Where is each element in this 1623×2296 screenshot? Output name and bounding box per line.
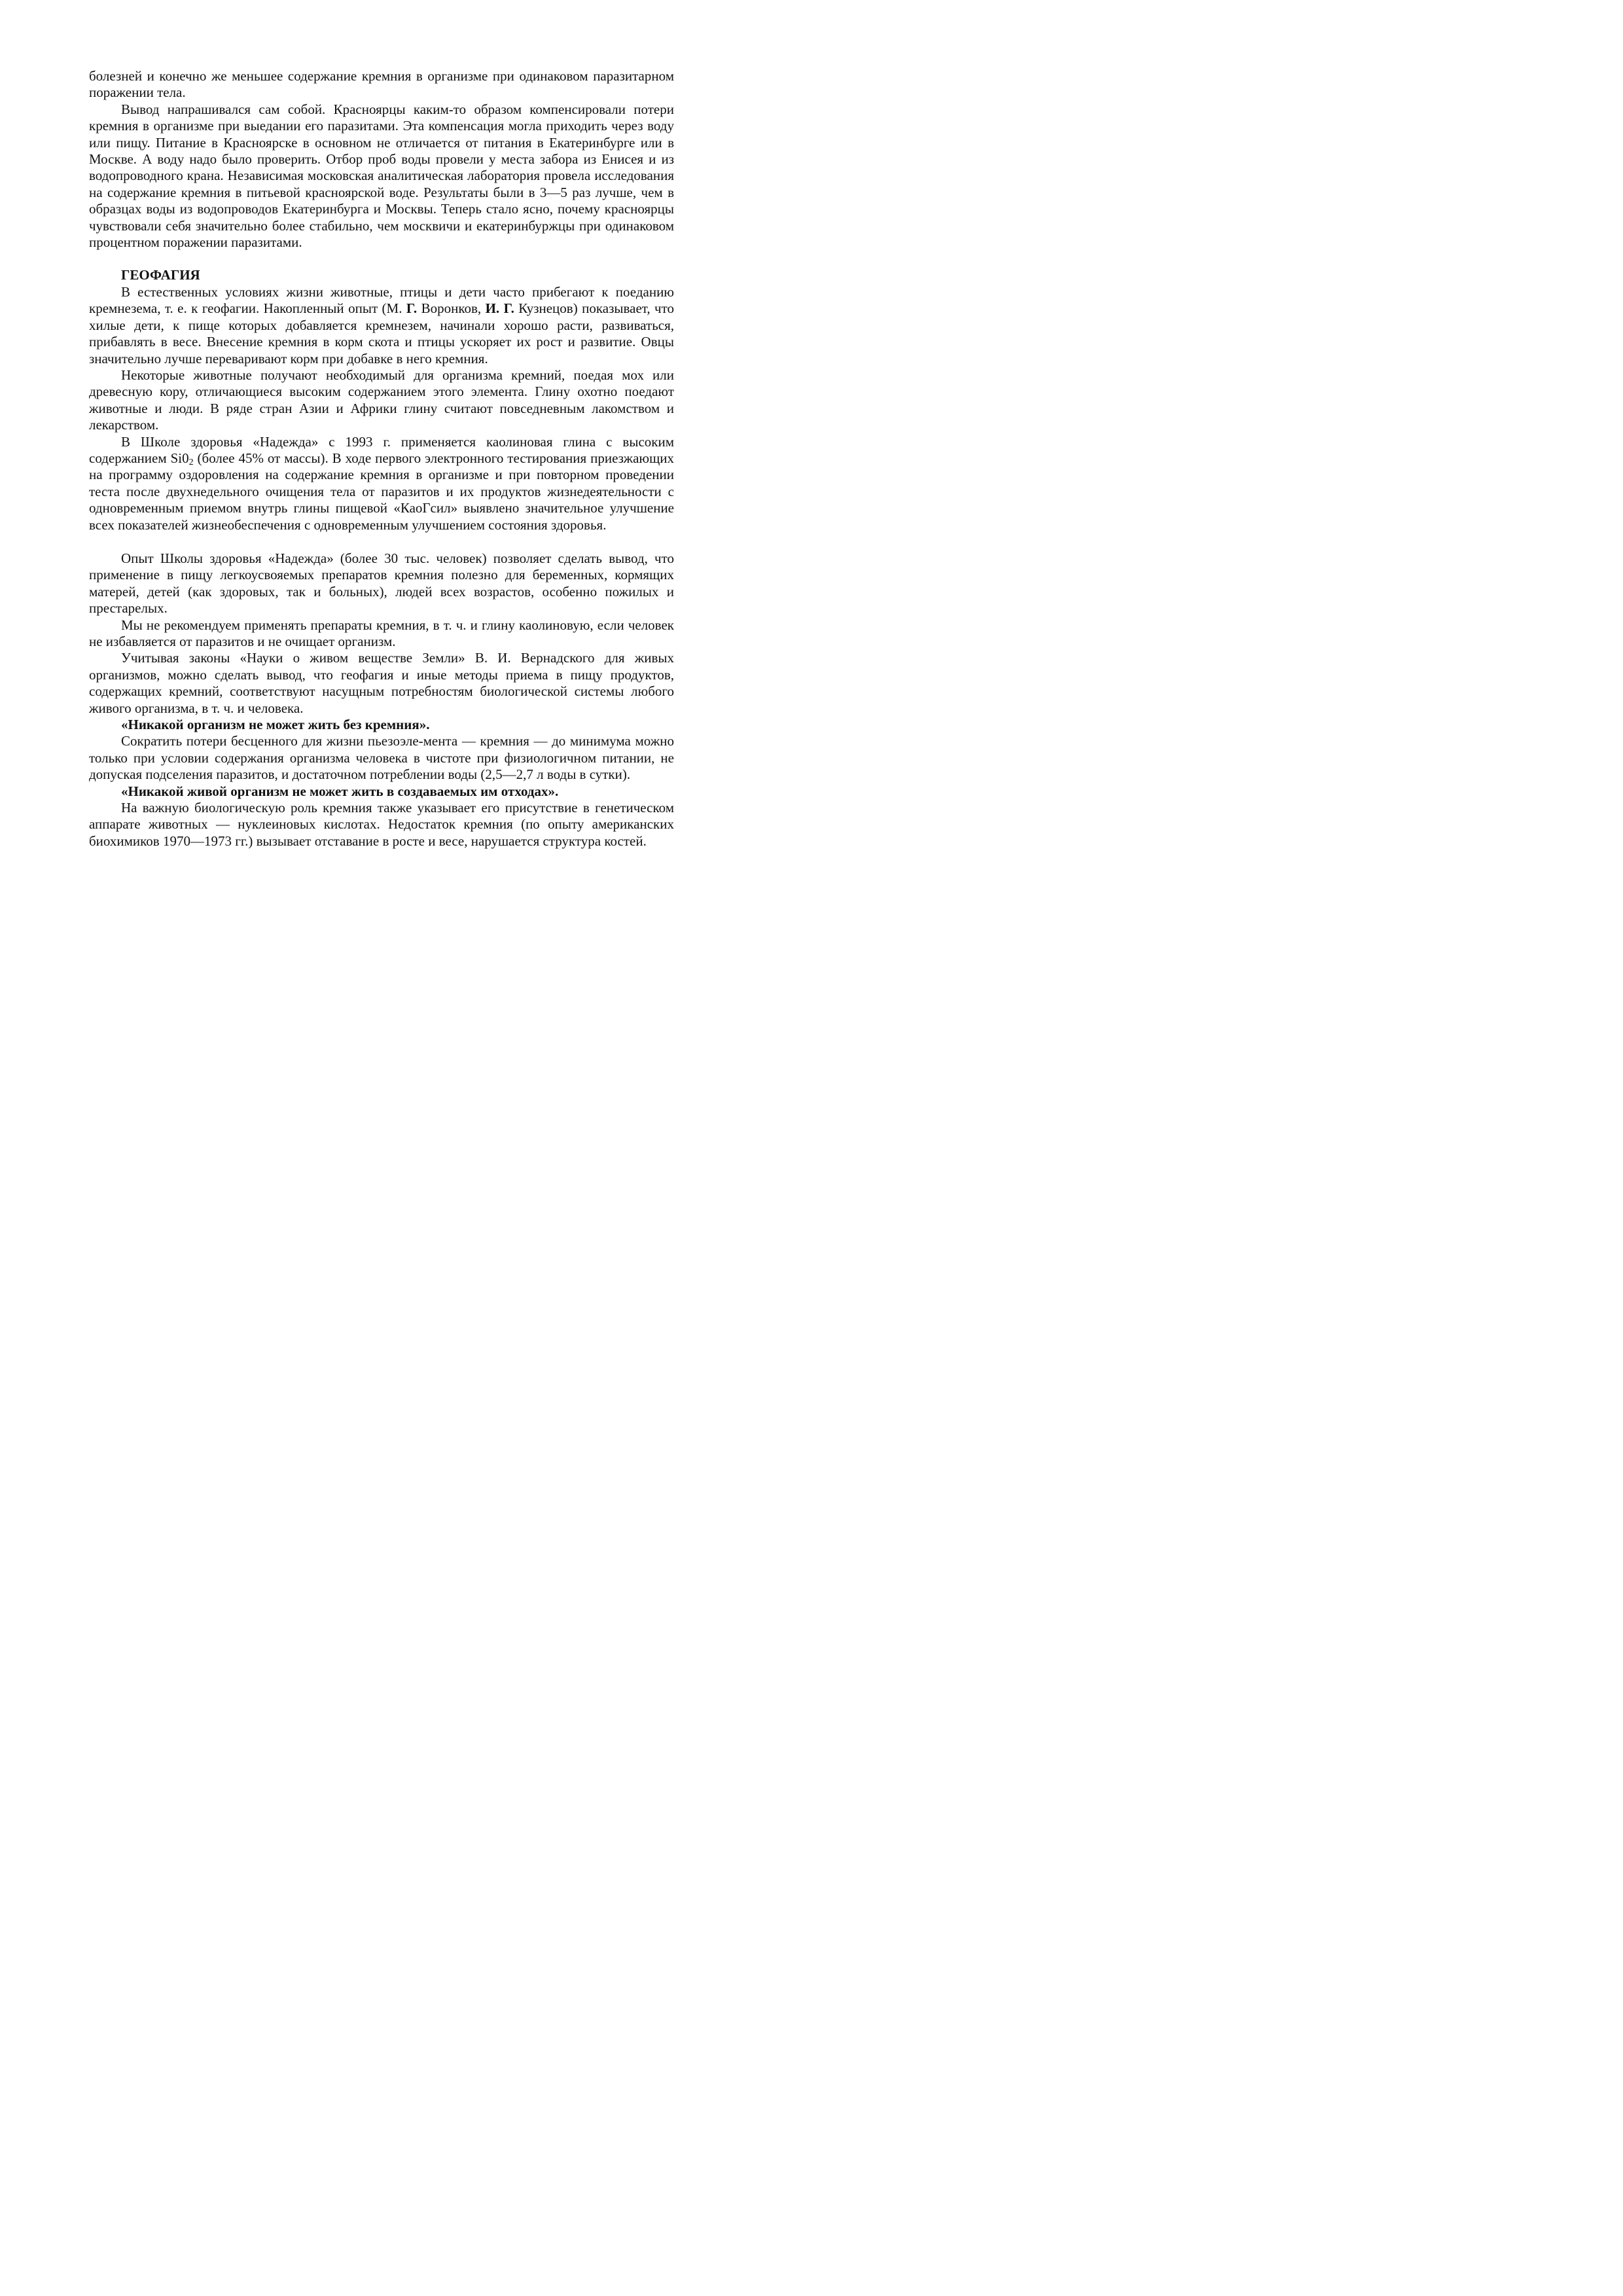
paragraph-conclusion: Вывод напрашивался сам собой. Красноярцы каким-то образом компенсировали потери кремния в организме при выедании его паразитами. Эта компенсация могла приходить через воду или пищу. Питание в Красноярске в основном не отличается от питания в Екатеринбурге или в Москве. А воду надо было проверить. Отбор проб воды провели у места забора из Енисея и из водопроводного крана. Независимая московская аналитическая лаборатория провела исследования на содержание кремния в питьевой красноярской воде. Результаты были в 3—5 раз лучше, чем в образцах воды из водопроводов Екатеринбурга и Москвы. Теперь стало ясно, почему красноярцы чувствовали себя значительно более стабильно, чем москвичи и екатеринбуржцы при одинаковом процентном поражении паразитами. xyxy=(89,101,674,251)
quote-waste: «Никакой живой организм не может жить в создаваемых им отходах». xyxy=(121,783,559,799)
paragraph-continuation: болезней и конечно же меньшее содержание кремния в организме при одинаковом паразитарном поражении тела. xyxy=(89,68,674,101)
paragraph-school: В Школе здоровья «Надежда» с 1993 г. применяется каолиновая глина с высоким содержанием $Si0_2$ (более 45% от массы). В ходе первого электронного тестирования приезжающих на программу оздоровления на содержание кремния в организме и при повторном проведении теста после двухнедельного очищения тела от паразитов и их продуктов жизнедеятельности с одновременным приемом внутрь глины пищевой «КаоГсил» выявлено значительное улучшение всех показателей жизнеобеспечения с одновременным улучшением состояния здоровья. xyxy=(89,433,674,533)
paragraph-losses: Сократить потери бесценного для жизни пьезоэле-мента — кремния — до минимума можно только при условии содержания организма человека в чистоте при физиологичном питании, не допуская подселения паразитов, и достаточном потреблении воды (2,5—2,7 л воды в сутки). xyxy=(89,733,674,783)
spacer xyxy=(89,533,674,550)
spacer xyxy=(89,251,674,267)
paragraph-biological-role: На важную биологическую роль кремния также указывает его присутствие в генетическом аппарате животных — нуклеиновых кислотах. Недостаток кремния (по опыту американских биохимиков 1970—1973 гг.) вызывает отставание в росте и весе, нарушается структура костей. xyxy=(89,800,674,849)
paragraph-animals: Некоторые животные получают необходимый для организма кремний, поедая мох или древесную кору, отличающиеся высоким содержанием этого элемента. Глину охотно поедают животные и люди. В ряде стран Азии и Африки глину считают повседневным лакомством и лекарством. xyxy=(89,367,674,433)
quote-silicon: «Никакой организм не может жить без кремния». xyxy=(121,717,430,733)
document-page xyxy=(89,68,674,850)
paragraph-vernadsky: Учитывая законы «Науки о живом веществе Земли» В. И. Вернадского для живых организмов, можно сделать вывод, что геофагия и иные методы приема в пищу продуктов, содержащих кремний, соответствуют насущным потребностям биологической системы любого живого организма, в т. ч. и человека. xyxy=(89,650,674,716)
section-heading: ГЕОФАГИЯ xyxy=(121,267,200,283)
paragraph-experience: Опыт Школы здоровья «Надежда» (более 30 тыс. человек) позволяет сделать вывод, что применение в пищу легкоусвояемых препаратов кремния полезно для беременных, кормящих матерей, детей (как здоровых, так и больных), людей всех возрастов, особенно пожилых и престарелых. xyxy=(89,550,674,617)
paragraph-geophagy-intro: В естественных условиях жизни животные, птицы и дети часто прибегают к поеданию кремнезема, т. е. к геофагии. Накопленный опыт (М. Г. Воронков, И. Г. Кузнецов) показывает, что хилые дети, к пище которых добавляется кремнезем, начинали хорошо расти, развиваться, прибавлять в весе. Внесение кремния в корм скота и птицы ускоряет их рост и развитие. Овцы значительно лучше переваривают корм при добавке в него кремния. xyxy=(89,283,675,367)
paragraph-recommendation: Мы не рекомендуем применять препараты кремния, в т. ч. и глину каолиновую, если человек не избавляется от паразитов и не очищает организм. xyxy=(89,617,674,649)
